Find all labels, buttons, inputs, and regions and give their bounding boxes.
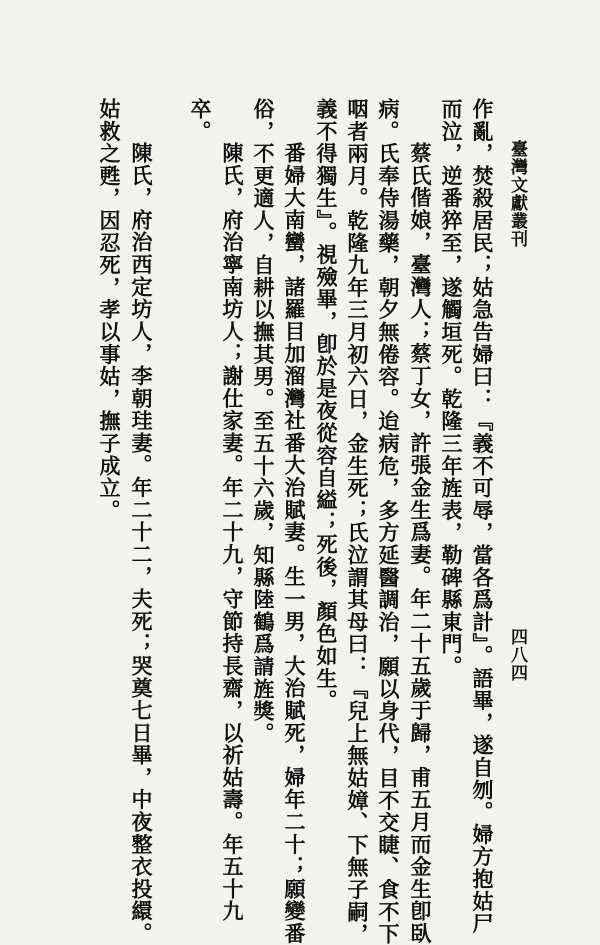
text-column: 作亂，焚殺居民；姑急告婦曰：『義不可辱，當各爲計』。語畢，遂自刎。婦方抱姑尸 (470, 98, 495, 935)
text-column: 俗，不更適人，自耕以撫其男。至五十六歲，知縣陸鶴爲請旌獎。 (251, 98, 276, 745)
text-column: 番婦大南蠻，諸羅目加溜灣社番大治賦妻。生一男，大治賦死，婦年二十；願變番 (282, 142, 307, 945)
text-column: 義不得獨生』。視殮畢，卽於是夜從容自縊；死後，顏色如生。 (314, 98, 339, 712)
series-title: 臺灣文獻叢刊 (507, 140, 527, 248)
text-column: 卒。 (188, 98, 213, 143)
text-column: 陳氏，府治寧南坊人；謝仕家妻。年二十九，守節持長齋，以祈姑壽。年五十九 (220, 142, 245, 923)
text-column: 姑救之甦，因忍死，孝以事姑，撫子成立。 (97, 98, 122, 522)
page-number: 四八四 (507, 628, 527, 682)
text-column: 陳氏，府治西定坊人，李朝珪妻。年二十二，夫死；哭奠七日畢，中夜整衣投繯。 (129, 142, 154, 945)
text-column: 病。氏奉侍湯藥，朝夕無倦容。迨病危，多方延醫調治，願以身代，目不交睫、食不下 (376, 98, 401, 945)
text-column: 而泣，逆番猝至，遂觸垣死。乾隆三年旌表，勒碑縣東門。 (439, 98, 464, 678)
text-column: 蔡氏偕娘，臺灣人；蔡丁女，許張金生爲妻。年二十五歲于歸，甫五月而金生卽臥 (408, 142, 433, 945)
text-column: 咽者兩月。乾隆九年三月初六日，金生死；氏泣謂其母曰：『兒上無姑嫜、下無子嗣， (345, 98, 370, 945)
